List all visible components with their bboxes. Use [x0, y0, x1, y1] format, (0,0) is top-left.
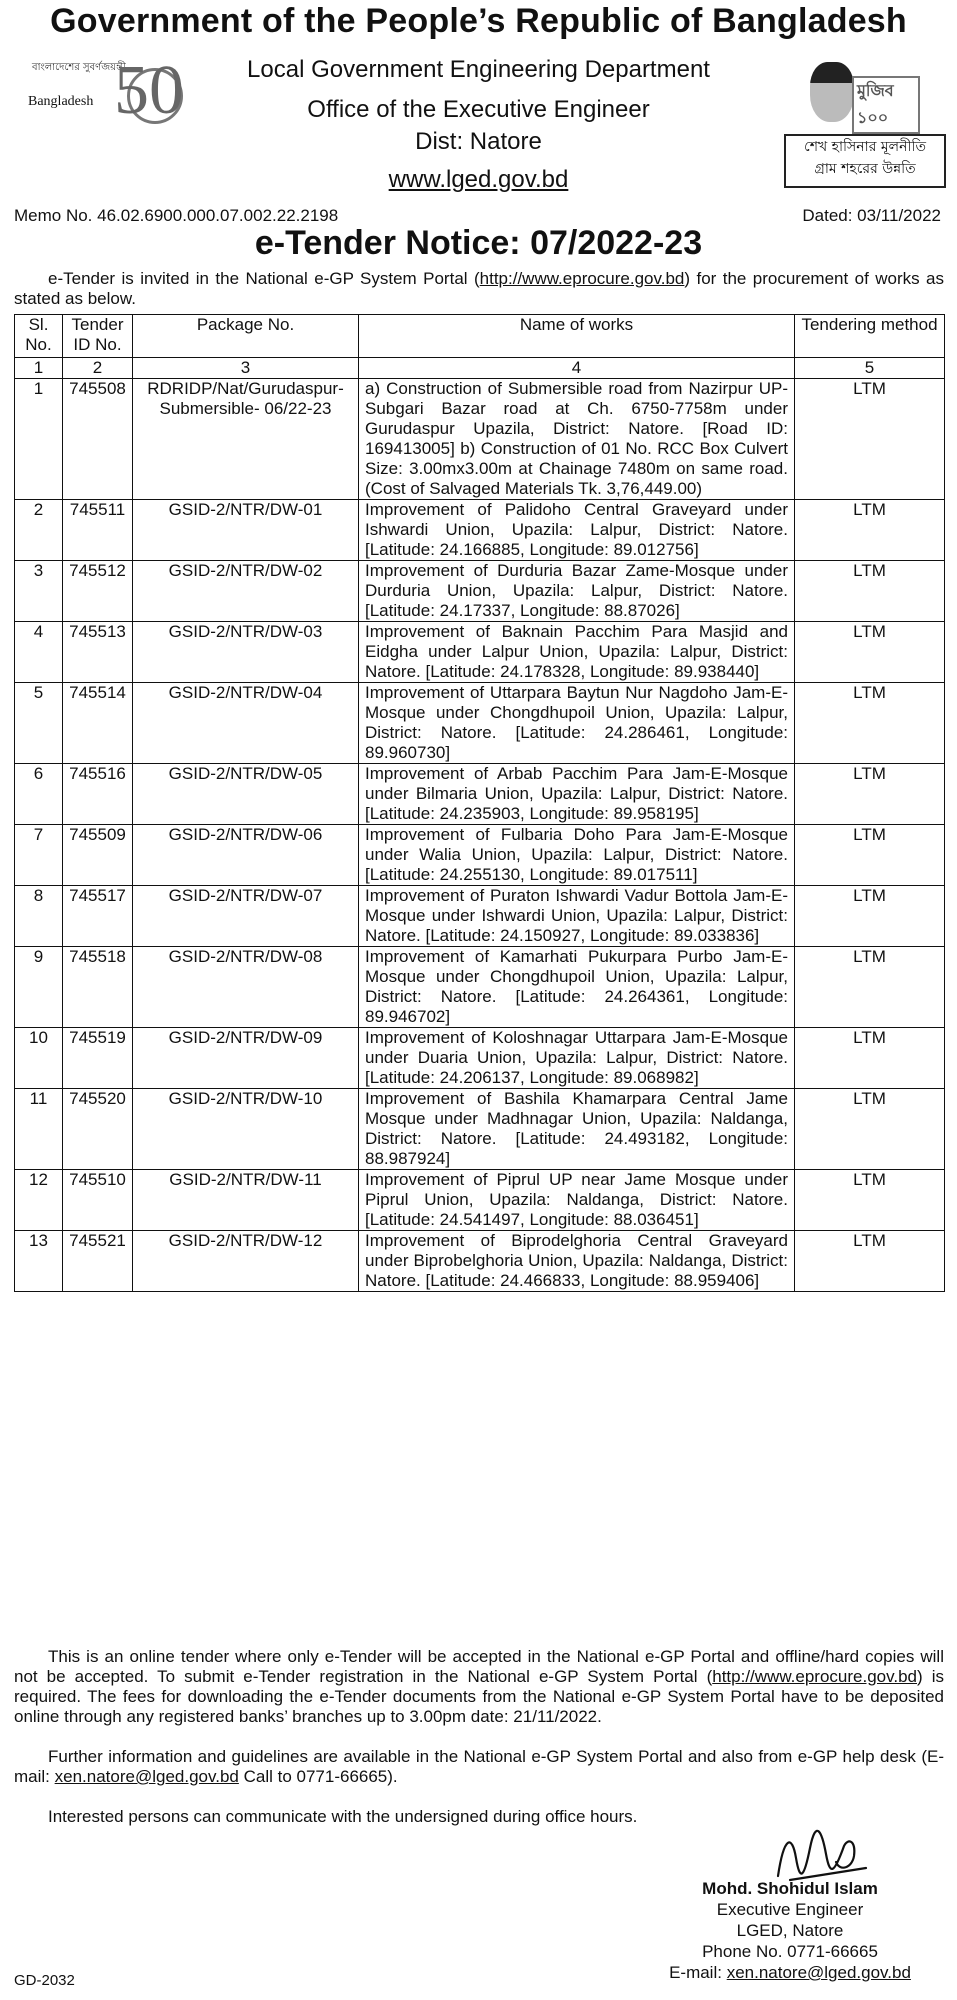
cell-tender-id: 745516: [63, 764, 133, 825]
cell-package: GSID-2/NTR/DW-02: [133, 561, 359, 622]
cell-method: LTM: [795, 1089, 945, 1170]
slogan-line-2: গ্রাম শহরের উন্নতি: [814, 161, 916, 177]
table-row: [15, 561, 945, 622]
cell-method: LTM: [795, 886, 945, 947]
notice-title: e-Tender Notice: 07/2022-23: [254, 224, 703, 262]
signatory-email-line: [640, 1962, 940, 1983]
office-name: Office of the Executive Engineer: [307, 96, 650, 123]
header-sl-no: Sl. No.: [15, 315, 63, 358]
mujib-100-logo: [790, 56, 920, 131]
cell-tender-id: 745517: [63, 886, 133, 947]
cell-works: Improvement of Koloshnagar Uttarpara Jam-E-Mosque under Duaria Union, Upazila: Lalpur, District: Natore. [Latitude: 24.206137, Longitude: 89.068982]: [359, 1028, 795, 1089]
cell-package: GSID-2/NTR/DW-11: [133, 1170, 359, 1231]
column-number: 1: [15, 358, 63, 379]
table-row: [15, 683, 945, 764]
cell-tender-id: 745520: [63, 1089, 133, 1170]
table-row: [15, 379, 945, 500]
table-row: [15, 886, 945, 947]
table-row: [15, 947, 945, 1028]
cell-method: LTM: [795, 500, 945, 561]
slogan-line-1: শেখ হাসিনার মূলনীতি: [804, 139, 926, 155]
column-number: 4: [359, 358, 795, 379]
cell-sl: 5: [15, 683, 63, 764]
cell-works: Improvement of Fulbaria Doho Para Jam-E-Mosque under Walia Union, Upazila: Lalpur, District: Natore. [Latitude: 24.255130, Longitude: 89.017511]: [359, 825, 795, 886]
table-row: [15, 1089, 945, 1170]
logo-bangladesh-text: Bangladesh: [28, 94, 94, 109]
tender-table: [14, 314, 945, 1292]
cell-tender-id: 745509: [63, 825, 133, 886]
notice-date: Dated: 03/11/2022: [802, 206, 941, 225]
department-name: Local Government Engineering Department: [247, 56, 710, 83]
cell-tender-id: 745514: [63, 683, 133, 764]
cell-sl: 4: [15, 622, 63, 683]
signatory-org: LGED, Natore: [736, 1921, 844, 1940]
cell-package: GSID-2/NTR/DW-06: [133, 825, 359, 886]
cell-package: GSID-2/NTR/DW-08: [133, 947, 359, 1028]
cell-works: Improvement of Durduria Bazar Zame-Mosque under Durduria Union, Upazila: Lalpur, District: Natore. [Latitude: 24.17337, Longitude: 88.87026]: [359, 561, 795, 622]
eprocure-link-footer[interactable]: http://www.eprocure.gov.bd: [712, 1667, 917, 1686]
cell-tender-id: 745521: [63, 1231, 133, 1292]
cell-package: GSID-2/NTR/DW-05: [133, 764, 359, 825]
cell-sl: 2: [15, 500, 63, 561]
cell-works: Improvement of Kamarhati Pukurpara Purbo Jam-E-Mosque under Chongdhupoil Union, Upazila: Lalpur, District: Natore. [Latitude: 24.264361, Longitude: 89.946702]: [359, 947, 795, 1028]
table-row: [15, 1231, 945, 1292]
cell-sl: 8: [15, 886, 63, 947]
cell-package: GSID-2/NTR/DW-12: [133, 1231, 359, 1292]
header-package-no: Package No.: [133, 315, 359, 358]
email-label: E-mail:: [669, 1963, 727, 1982]
table-row: [15, 1028, 945, 1089]
table-row: [15, 764, 945, 825]
cell-method: LTM: [795, 1170, 945, 1231]
slogan-box: [784, 134, 946, 188]
cell-tender-id: 745511: [63, 500, 133, 561]
table-row: [15, 1170, 945, 1231]
cell-package: GSID-2/NTR/DW-04: [133, 683, 359, 764]
column-number: 2: [63, 358, 133, 379]
instruction-paragraph-1: [14, 1647, 944, 1727]
cell-works: Improvement of Piprul UP near Jame Mosque under Piprul Union, Upazila: Naldanga, District: Natore. [Latitude: 24.541497, Longitude: 88.036451]: [359, 1170, 795, 1231]
column-number: 3: [133, 358, 359, 379]
cell-method: LTM: [795, 1028, 945, 1089]
cell-sl: 13: [15, 1231, 63, 1292]
intro-paragraph: [14, 269, 944, 309]
helpdesk-email-link[interactable]: xen.natore@lged.gov.bd: [54, 1767, 239, 1786]
logo-jubilee-caption: বাংলাদেশের সুবর্ণজয়ন্তী: [32, 62, 126, 73]
column-number-row: [15, 358, 945, 379]
cell-sl: 12: [15, 1170, 63, 1231]
cell-sl: 10: [15, 1028, 63, 1089]
cell-tender-id: 745512: [63, 561, 133, 622]
cell-works: Improvement of Baknain Pacchim Para Masjid and Eidgha under Lalpur Union, Upazila: Lalpur, District: Natore. [Latitude: 24.178328, Longitude: 89.938440]: [359, 622, 795, 683]
cell-works: Improvement of Uttarpara Baytun Nur Nagdoho Jam-E-Mosque under Chongdhupoil Union, Upazila: Lalpur, District: Natore. [Latitude: 24.286461, Longitude: 89.960730]: [359, 683, 795, 764]
cell-method: LTM: [795, 764, 945, 825]
cell-sl: 6: [15, 764, 63, 825]
mujib-badge: মুজিব ১০০: [852, 76, 920, 134]
cell-method: LTM: [795, 561, 945, 622]
cell-tender-id: 745510: [63, 1170, 133, 1231]
cell-sl: 7: [15, 825, 63, 886]
p1-text-before: This is an online tender where only e-Tender will be accepted in the National e-GP Portal and offline/hard copies will not be accepted. To submit e-Tender registration in the National e-GP System Portal (: [14, 1647, 944, 1686]
header-name-of-works: Name of works: [359, 315, 795, 358]
portrait-icon: [810, 62, 854, 122]
instruction-paragraph-3: Interested persons can communicate with the undersigned during office hours.: [48, 1807, 638, 1826]
cell-sl: 9: [15, 947, 63, 1028]
cell-tender-id: 745519: [63, 1028, 133, 1089]
cell-tender-id: 745508: [63, 379, 133, 500]
cell-works: Improvement of Bashila Khamarpara Central Jame Mosque under Madhnagar Union, Upazila: Naldanga, District: Natore. [Latitude: 24.493182, Longitude: 88.987924]: [359, 1089, 795, 1170]
signatory-name: Mohd. Shohidul Islam: [702, 1879, 878, 1898]
cell-method: LTM: [795, 379, 945, 500]
gd-code: GD-2032: [14, 1972, 75, 1989]
district-name: Dist: Natore: [415, 128, 542, 155]
cell-tender-id: 745518: [63, 947, 133, 1028]
signatory-title: Executive Engineer: [716, 1900, 864, 1919]
cell-method: LTM: [795, 622, 945, 683]
memo-number: Memo No. 46.02.6900.000.07.002.22.2198: [14, 206, 339, 225]
eprocure-link[interactable]: http://www.eprocure.gov.bd: [479, 269, 685, 288]
column-number: 5: [795, 358, 945, 379]
cell-works: Improvement of Puraton Ishwardi Vadur Bottola Jam-E-Mosque under Ishwardi Union, Upazila: Lalpur, District: Natore. [Latitude: 24.150927, Longitude: 89.033836]: [359, 886, 795, 947]
p2-text-before: Further information and guidelines are available in the National e-GP System Portal and also from e-GP help desk (E-mail:: [14, 1747, 944, 1786]
signatory-email-link[interactable]: xen.natore@lged.gov.bd: [726, 1963, 911, 1982]
cell-works: Improvement of Palidoho Central Graveyard under Ishwardi Union, Upazila: Lalpur, District: Natore. [Latitude: 24.166885, Longitude: 89.012756]: [359, 500, 795, 561]
p1-text-after: ) is required. The fees for downloading the e-Tender documents from the National e-GP System Portal have to be deposited online through any registered banks’ branches up to 3.00pm date: 21/11/2022.: [14, 1667, 944, 1726]
table-row: [15, 622, 945, 683]
intro-text-before: e-Tender is invited in the National e-GP System Portal (: [48, 269, 480, 288]
header-tender-id: Tender ID No.: [63, 315, 133, 358]
cell-sl: 1: [15, 379, 63, 500]
cell-method: LTM: [795, 683, 945, 764]
cell-sl: 11: [15, 1089, 63, 1170]
instruction-paragraph-2: [14, 1747, 944, 1787]
cell-sl: 3: [15, 561, 63, 622]
cell-method: LTM: [795, 947, 945, 1028]
logo-fifty-number: 50: [114, 52, 184, 129]
cell-package: GSID-2/NTR/DW-01: [133, 500, 359, 561]
government-title: Government of the People’s Republic of Bangladesh: [50, 2, 907, 40]
signature-block: [640, 1878, 940, 1983]
table-row: [15, 500, 945, 561]
website-link[interactable]: www.lged.gov.bd: [388, 166, 569, 193]
cell-method: LTM: [795, 1231, 945, 1292]
cell-package: GSID-2/NTR/DW-10: [133, 1089, 359, 1170]
cell-tender-id: 745513: [63, 622, 133, 683]
signatory-phone: Phone No. 0771-66665: [702, 1942, 878, 1961]
cell-works: Improvement of Biprodelghoria Central Graveyard under Biprobelghoria Union, Upazila: Naldanga, District: Natore. [Latitude: 24.466833, Longitude: 88.959406]: [359, 1231, 795, 1292]
cell-package: GSID-2/NTR/DW-03: [133, 622, 359, 683]
table-row: [15, 825, 945, 886]
p2-text-after: Call to 0771-66665).: [238, 1767, 398, 1786]
cell-package: GSID-2/NTR/DW-09: [133, 1028, 359, 1089]
cell-works: a) Construction of Submersible road from Nazirpur UP-Subgari Bazar road at Ch. 6750-7758m under Gurudaspur Upazila, District: Natore. [Road ID: 169413005] b) Construction of 01 No. RCC Box Culvert Size: 3.00mx3.00m at Chainage 7480m on same road. (Cost of Salvaged Materials Tk. 3,76,449.00): [359, 379, 795, 500]
cell-package: GSID-2/NTR/DW-07: [133, 886, 359, 947]
header-tendering-method: Tendering method: [795, 315, 945, 358]
cell-method: LTM: [795, 825, 945, 886]
cell-package: RDRIDP/Nat/Gurudaspur-Submersible- 06/22-23: [133, 379, 359, 500]
cell-works: Improvement of Arbab Pacchim Para Jam-E-Mosque under Bilmaria Union, Upazila: Lalpur, District: Natore. [Latitude: 24.235903, Longitude: 89.958195]: [359, 764, 795, 825]
intro-text-after: ) for the procurement of works as stated as below.: [14, 269, 944, 308]
